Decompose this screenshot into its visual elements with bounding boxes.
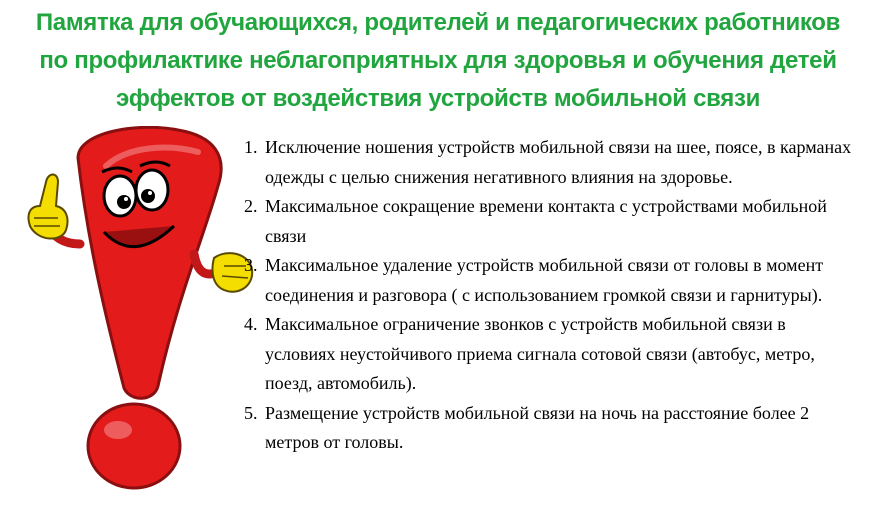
list-item — [240, 133, 860, 192]
list-item — [240, 399, 860, 458]
item-text: Максимальное ограничение звонков с устройств мобильной связи в условиях неустойчивого приема сигнала сотовой связи (автобус, метро, поезд, автомобиль). — [265, 314, 815, 393]
item-number: 5. — [244, 402, 258, 423]
item-number: 3. — [244, 255, 258, 275]
left-hand-icon — [28, 175, 67, 239]
list-item — [240, 251, 860, 310]
item-text: Максимальное сокращение времени контакта с устройствами мобильной связи — [265, 196, 827, 246]
tips-list — [240, 133, 860, 458]
item-text: Размещение устройств мобильной связи на ночь на расстояние более 2 метров от головы. — [265, 402, 810, 452]
list-item — [240, 310, 860, 399]
item-number: 2. — [244, 196, 258, 216]
title-line-3: эффектов от воздействия устройств мобильной связи — [115, 85, 761, 112]
title-line-2: по профилактике неблагоприятных для здоровья и обучения детей — [39, 47, 837, 74]
exclamation-dot — [88, 404, 180, 488]
title-line-1: Памятка для обучающихся, родителей и педагогических работников — [35, 9, 841, 36]
item-number: 1. — [244, 137, 258, 157]
item-text: Максимальное удаление устройств мобильной связи от головы в момент соединения и разговора ( с использованием громкой связи и гарнитуры). — [265, 255, 824, 305]
exclamation-mark-character-icon — [18, 126, 258, 506]
item-text: Исключение ношения устройств мобильной связи на шее, поясе, в карманах одежды с целью снижения негативного влияния на здоровье. — [265, 137, 852, 187]
list-item — [240, 192, 860, 251]
page-title — [0, 4, 876, 118]
item-number: 4. — [244, 314, 258, 334]
